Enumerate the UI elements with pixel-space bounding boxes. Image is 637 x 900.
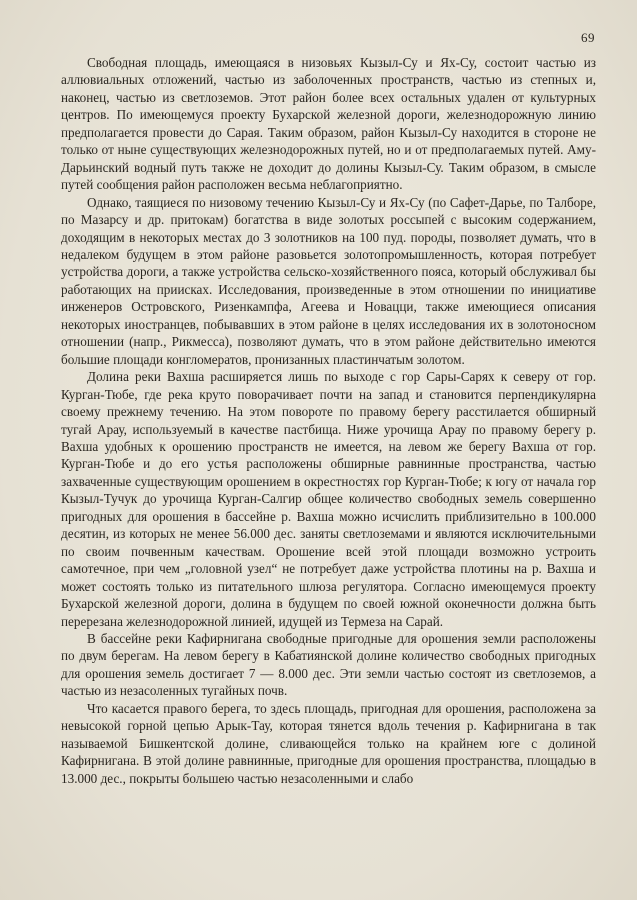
paragraph-2: Однако, таящиеся по низовому течению Кызыл-Су и Ях-Су (по Сафет-Дарье, по Талборе, по Мазарсу и др. притокам) богатства в виде золотых россыпей с высоким содержанием, доходящим в некоторых местах до 3 золотников на 100 пуд. породы, позволяет думать, что в недалеком будущем в этом районе разовьется золотопромышленность, которая потребует устройства дороги, а также устройства сельско-хозяйственного пояса, который обслуживал бы работающих на приисках. Исследования, произведенные в этом отношении по инициативе инженеров Островского, Ризенкампфа, Агеева и Новацци, также имеющиеся описания некоторых иностранцев, побывавших в этом районе в целях исследования их в золотоносном отношении (напр., Рикмесса), позволяют думать, что в этом районе действительно имеются большие площади конгломератов, пронизанных пластинчатым золотом. — [61, 194, 596, 367]
paragraph-1: Свободная площадь, имеющаяся в низовьях Кызыл-Су и Ях-Су, состоит частью из аллювиальных отложений, частью из заболоченных пространств, частью из степных и, наконец, частью из светлоземов. Этот район более всех остальных удален от культурных центров. По имеющемуся проекту Бухарской железной дороги, железнодорожную линию предполагается провести до Сарая. Таким образом, район Кызыл-Су находится в стороне не только от ныне существующих железнодорожных путей, но и от предполагаемых путей. Аму-Дарьинский водный путь также не доходит до долины Кызыл-Су. Таким образом, в смысле путей сообщения район расположен весьма неблагоприятно. — [61, 55, 596, 193]
page-number: 69 — [581, 30, 595, 45]
paragraph-4: В бассейне реки Кафирнигана свободные пригодные для орошения земли расположены по двум берегам. На левом берегу в Кабатиянской долине количество свободных пригодных для орошения земель достигает 7 — 8.000 дес. Эти земли частью состоят из светлоземов, а частью из незасоленных тугайных почв. — [61, 630, 596, 699]
paragraph-3: Долина реки Вахша расширяется лишь по выходе с гор Сары-Сарях к северу от гор. Курган-Тюбе, где река круто поворачивает почти на запад и становится перпендикулярна своему прежнему течению. На этом повороте по правому берегу расстилается обширный тугай Арау, используемый в качестве пастбища. Ниже урочища Арау по правому берегу р. Вахша удобных к орошению пространств не имеется, на левом же берегу Вахша от гор. Курган-Тюбе и до его устья расположены обширные равнинные пространства, частью захваченные существующим орошением в окрестностях гор Курган-Тюбе; к югу от начала гор Кызыл-Тучук до урочища Курган-Салгир общее количество свободных земель совершенно пригодных для орошения в бассейне р. Вахша можно исчислить приблизительно в 100.000 десятин, из которых не менее 56.000 дес. заняты светлоземами и являются исключительными по своим почвенным качествам. Орошение всей этой площади возможно устроить самотечное, при чем „головной узел“ не потребует даже устройства плотины на р. Вахша и может состоять только из питательного шлюза регулятора. Согласно имеющемуся проекту Бухарской железной дороги, долина в будущем по своей южной оконечности должна быть перерезана железнодорожной линией, идущей из Термеза на Сарай. — [61, 369, 596, 629]
text-body — [61, 54, 596, 787]
paragraph-5: Что касается правого берега, то здесь площадь, пригодная для орошения, расположена за невысокой горной цепью Арык-Тау, которая тянется вдоль течения р. Кафирнигана в так называемой Бишкентской долине, сливающейся только на крайнем юге с долиной Кафирнигана. В этой долине равнинные, пригодные для орошения пространства, площадью в 13.000 дес., покрыты большею частью незасоленными и слабо — [61, 700, 596, 786]
